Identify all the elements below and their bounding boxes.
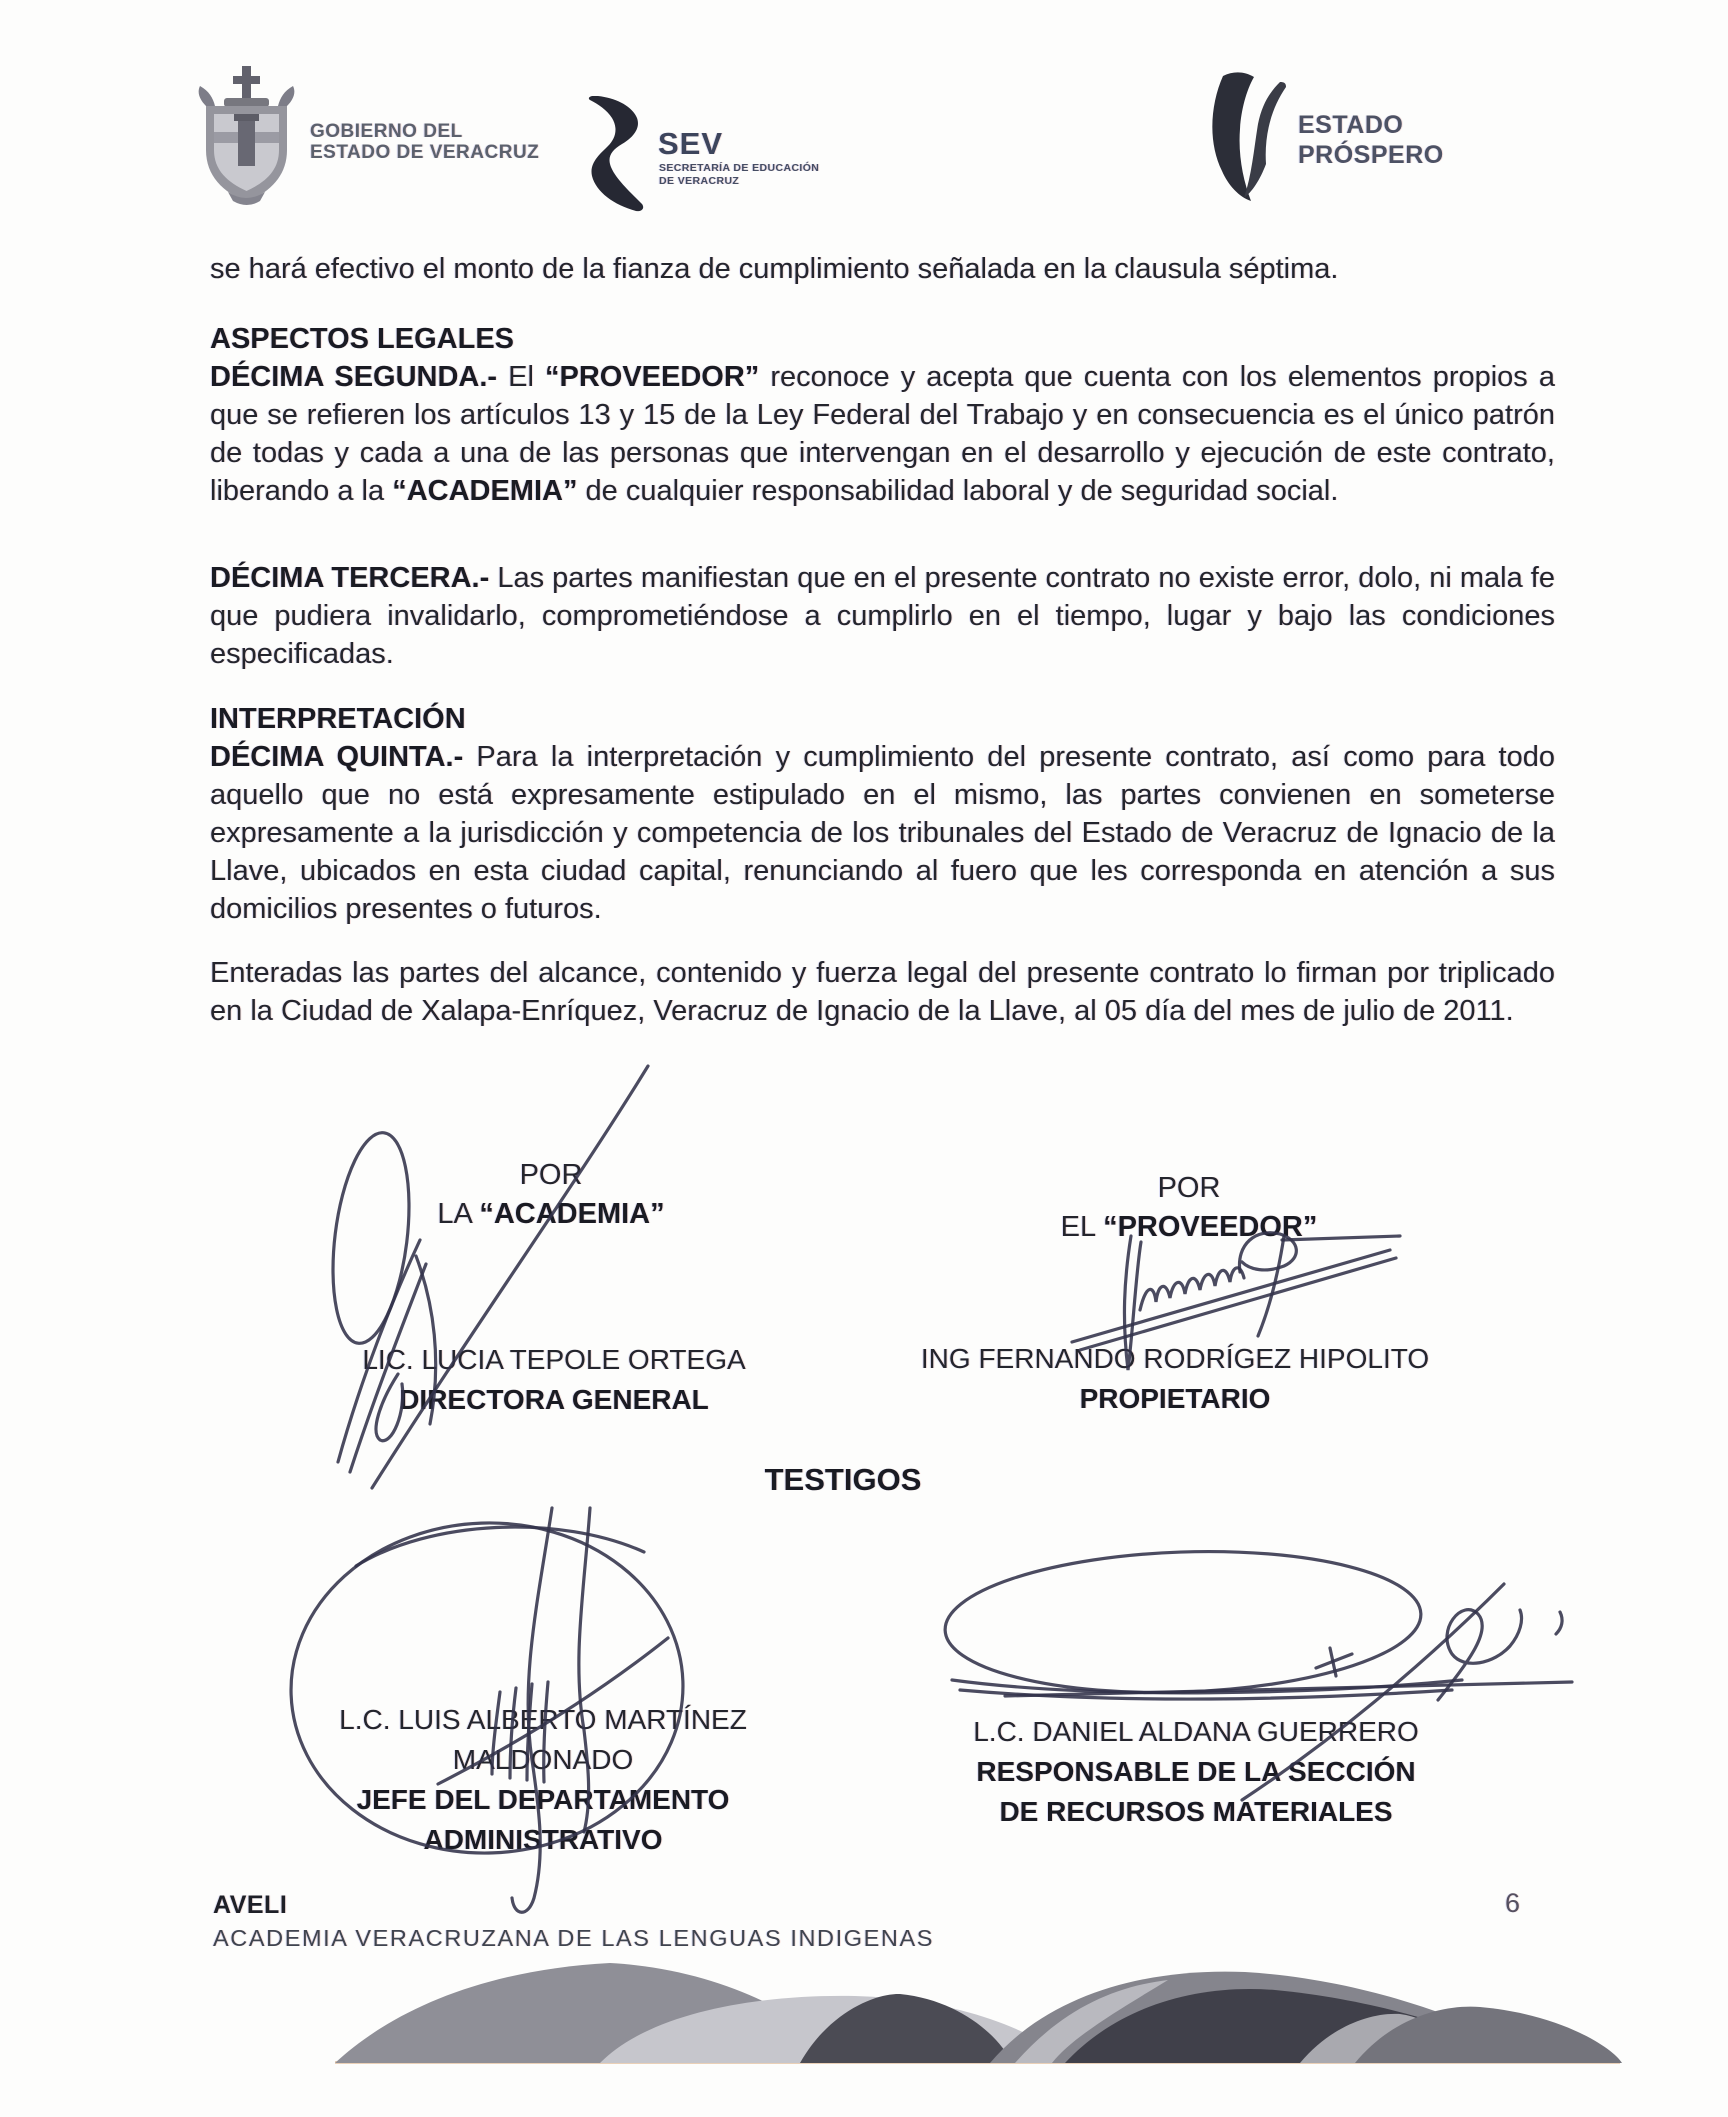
academia-signatory-title: DIRECTORA GENERAL	[399, 1384, 709, 1415]
sev-logo-acronym: SEV	[658, 126, 724, 161]
party-prefix: EL	[1060, 1211, 1104, 1243]
witness-left-title-line2: ADMINISTRATIVO	[423, 1824, 663, 1855]
witness-right-title-line1: RESPONSABLE DE LA SECCIÓN	[976, 1756, 1416, 1787]
proveedor-por: POR	[1157, 1172, 1221, 1204]
academia-por: POR	[519, 1159, 583, 1191]
clause-text: Para la interpretación y cumplimiento del presente contrato, así como para todo aquello que no está expresamente estipulado en el mismo, las partes convienen en someterse expresamente a la jurisdicción y competencia de los tribunales del Estado de Veracruz de Ignacio de la Llave, ubicados en esta ciudad capital, renunciando al fuero que les corresponda en atención a sus domicilios presentes o futuros.	[210, 741, 1555, 925]
witness-left-name-line1: L.C. LUIS ALBERTO MARTÍNEZ	[339, 1704, 747, 1735]
academia-signatory-name: LIC. LUCIA TEPOLE ORTEGA	[362, 1344, 746, 1375]
clause-text: Las partes manifiestan que en el presente contrato no existe error, dolo, ni mala fe que pudiera invalidarlo, comprometiéndose a cumplirlo en el tiempo, lugar y bajo las condiciones especificadas.	[210, 562, 1555, 670]
clause-text: El	[497, 361, 545, 393]
witness-left-name-line2: MALDONADO	[452, 1744, 634, 1775]
party-name: “PROVEEDOR”	[1103, 1211, 1318, 1243]
footer-wave-graphic	[0, 1952, 1728, 2117]
witness-right-name: L.C. DANIEL ALDANA GUERRERO	[973, 1716, 1419, 1747]
aspectos-legales-heading: ASPECTOS LEGALES	[210, 323, 515, 355]
paragraph-closing: Enteradas las partes del alcance, contenido y fuerza legal del presente contrato lo firman por triplicado en la Ciudad de Xalapa-Enríquez, Veracruz de Ignacio de la Llave, al 05 día del mes de julio de 2011.	[210, 957, 1555, 1027]
clause-lead: DÉCIMA TERCERA.-	[210, 562, 490, 594]
sev-sub-line1: SECRETARÍA DE EDUCACIÓN	[659, 162, 820, 174]
clause-lead: DÉCIMA QUINTA.-	[210, 741, 464, 773]
interpretacion-heading: INTERPRETACIÓN	[210, 703, 466, 735]
sev-sub-line2: DE VERACRUZ	[659, 175, 740, 187]
academia-term: “ACADEMIA”	[392, 475, 578, 507]
party-name: “ACADEMIA”	[479, 1198, 665, 1230]
witness-left-title-line1: JEFE DEL DEPARTAMENTO	[356, 1784, 730, 1815]
paragraph-intro: se hará efectivo el monto de la fianza de cumplimiento señalada en la clausula séptima.	[210, 253, 1339, 285]
gobierno-line2: ESTADO DE VERACRUZ	[310, 142, 540, 163]
testigos-heading: TESTIGOS	[764, 1462, 922, 1497]
signature-scribble-academia	[322, 1066, 648, 1488]
page-number: 6	[1505, 1888, 1521, 1918]
party-prefix: LA	[437, 1198, 480, 1230]
footer-org-short: AVELI	[213, 1891, 288, 1919]
prospero-line1: ESTADO	[1298, 111, 1404, 139]
gobierno-line1: GOBIERNO DEL	[310, 121, 463, 142]
prospero-line2: PRÓSPERO	[1298, 141, 1444, 169]
signature-scribble-proveedor	[1072, 1233, 1400, 1370]
footer-org-full: ACADEMIA VERACRUZANA DE LAS LENGUAS INDIGENAS	[213, 1925, 935, 1951]
signature-scribble-martinez	[285, 1508, 688, 1912]
clause-lead: DÉCIMA SEGUNDA.-	[210, 361, 498, 393]
clause-text: reconoce y acepta que cuenta con los elementos propios a que se refieren los artículos 13 y 15 de la Ley Federal del Trabajo y en consecuencia es el único patrón de todas y cada a una de las personas que intervengan en el desarrollo y ejecución de este contrato, liberando a la	[210, 361, 1555, 507]
proveedor-signatory-name: ING FERNANDO RODRÍGEZ HIPOLITO	[920, 1343, 1430, 1374]
proveedor-signatory-title: PROPIETARIO	[1079, 1383, 1271, 1414]
clause-text: de cualquier responsabilidad laboral y de seguridad social.	[577, 475, 1339, 507]
signature-scribble-aldana	[943, 1544, 1572, 1800]
witness-right-title-line2: DE RECURSOS MATERIALES	[999, 1796, 1393, 1827]
proveedor-term: “PROVEEDOR”	[544, 361, 760, 393]
